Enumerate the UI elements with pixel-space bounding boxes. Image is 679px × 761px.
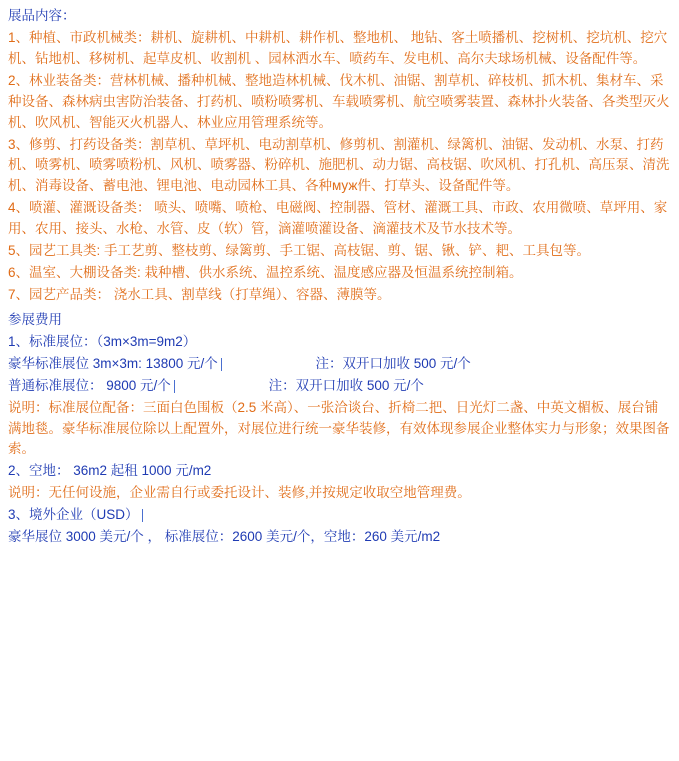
exhibit-item-6: 6、温室、大棚设备类: 栽种槽、供水系统、温控系统、温度感应器及恒温系统控制箱。 xyxy=(8,265,523,281)
exhibit-item-2: 2、林业装备类：营林机械、播种机械、整地造林机械、伐木机、油锯、割草机、碎枝机、抓木机、集材车、采种设备、森林病虫害防治装备、打药机、喷粉喷雾机、车载喷雾机、航空喷雾装置、森林扑火装备、各类型灭火机、吹风机、智能灭火机器人、林业应用管理系统等。 xyxy=(8,72,670,130)
fee-open-space-description: 说明：无任何设施，企业需自行或委托设计、装修,并按规定收取空地管理费。 xyxy=(8,485,471,501)
fee-overseas-heading-row xyxy=(8,505,671,526)
exhibit-item-3: 3、修剪、打药设备类：割草机、草坪机、电动割草机、修剪机、割灌机、绿篱机、油锯、发动机、水泵、打药机、喷雾机、喷雾喷粉机、风机、喷雾器、粉碎机、施肥机、动力锯、高枝锯、吹风机、打孔机、高压泵、清洗机、消毒设备、蓄电池、锂电池、电动园林工具、各种муж件、打草头、设备配件等。 xyxy=(8,136,670,194)
fee-deluxe-price: 13800 元/个 xyxy=(145,355,218,371)
fee-standard-row xyxy=(8,376,671,397)
fee-standard-booth-heading: 1、标准展位：（3m×3m=9m2） xyxy=(8,333,197,349)
fee-standard-note: 注：双开口加收 500 元/个 xyxy=(268,377,424,393)
fee-title: 参展费用 xyxy=(8,311,62,327)
fee-deluxe-label: 豪华标准展位 3m×3m: xyxy=(8,355,142,371)
fee-standard-price: 9800 元/个 xyxy=(106,377,171,393)
fee-deluxe-row xyxy=(8,354,671,375)
exhibit-item-4: 4、喷灌、灌溉设备类： 喷头、喷嘴、喷枪、电磁阀、控制器、管材、灌溉工具、市政、农用微喷、草坪用、家用、农用、接头、水枪、水管、皮（软）管，滴灌喷灌设备、滴灌技术及节水技术等。 xyxy=(8,200,668,237)
fee-standard-description: 说明：标准展位配备：三面白色围板（2.5 米高）、一张洽谈台、折椅二把、日光灯二盏、中英文楣板、展台铺满地毯。豪华标准展位除以上配置外，对展位进行统一豪华装修，有效体现参展企业整体实力与形象；效果图备索。 xyxy=(8,399,670,457)
text-caret-icon xyxy=(218,358,226,370)
text-caret-icon xyxy=(139,509,147,521)
fee-open-space-heading: 2、空地： 36m2 起租 1000 元/m2 xyxy=(8,463,212,479)
fee-overseas-heading: 3、境外企业（USD） xyxy=(8,507,139,523)
exhibit-item-7: 7、园艺产品类： 浇水工具、割草线（打草绳）、容器、薄膜等。 xyxy=(8,286,391,302)
section-title: 展品内容： xyxy=(8,8,76,23)
text-caret-icon xyxy=(171,380,179,392)
fee-standard-label: 普通标准展位： xyxy=(8,377,103,393)
exhibit-item-5: 5、园艺工具类: 手工艺剪、整枝剪、绿篱剪、手工锯、高枝锯、剪、锯、锹、铲、耙、工具包等。 xyxy=(8,243,591,259)
fee-deluxe-note: 注：双开口加收 500 元/个 xyxy=(315,355,471,371)
exhibit-item-1: 1、种植、市政机械类：耕机、旋耕机、中耕机、耕作机、整地机、 地钻、客土喷播机、挖树机、挖坑机、挖穴机、钻地机、移树机、起草皮机、收割机 、园林洒水车、喷药车、发电机、高尔夫球场机械、设备配件等。 xyxy=(8,29,668,66)
fee-overseas-detail: 豪华展位 3000 美元/个 ， 标准展位：2600 美元/个，空地：260 美元/m2 xyxy=(8,529,441,545)
